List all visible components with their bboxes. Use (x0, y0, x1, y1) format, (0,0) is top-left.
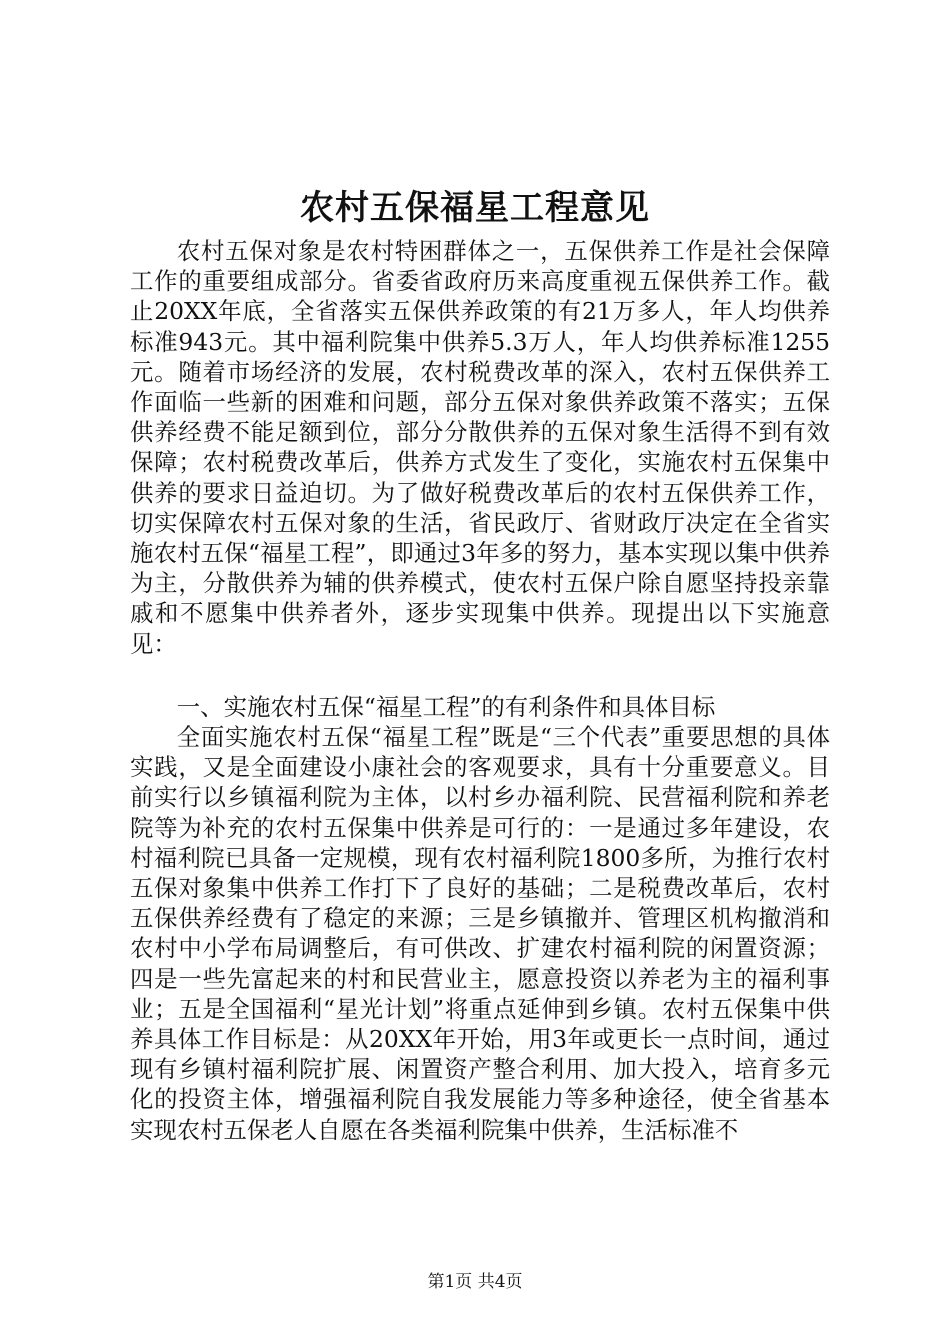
document-title: 农村五保福星工程意见 (300, 188, 650, 228)
section-1-paragraph: 全面实施农村五保“福星工程”既是“三个代表”重要思想的具体实践，又是全面建设小康社会的客观要求，具有十分重要意义。目前实行以乡镇福利院为主体，以村乡办福利院、民营福利院和养老院等为补充的农村五保集中供养是可行的：一是通过多年建设，农村福利院已具备一定规模，现有农村福利院1800多所，为推行农村五保对象集中供养工作打下了良好的基础；二是税费改革后，农村五保供养经费有了稳定的来源；三是乡镇撤并、管理区机构撤消和农村中小学布局调整后，有可供改、扩建农村福利院的闲置资源；四是一些先富起来的村和民营业主，愿意投资以养老为主的福利事业；五是全国福利“星光计划”将重点延伸到乡镇。农村五保集中供养具体工作目标是：从20XX年开始，用3年或更长一点时间，通过现有乡镇村福利院扩展、闲置资产整合利用、加大投入，培育多元化的投资主体，增强福利院自我发展能力等多种途径，使全省基本实现农村五保老人自愿在各类福利院集中供养，生活标准不 (130, 723, 830, 1144)
intro-paragraph: 农村五保对象是农村特困群体之一，五保供养工作是社会保障工作的重要组成部分。省委省政府历来高度重视五保供养工作。截止20XX年底，全省落实五保供养政策的有21万多人，年人均供养标准943元。其中福利院集中供养5.3万人，年人均供养标准1255元。随着市场经济的发展，农村税费改革的深入，农村五保供养工作面临一些新的困难和问题，部分五保对象供养政策不落实；五保供养经费不能足额到位，部分分散供养的五保对象生活得不到有效保障；农村税费改革后，供养方式发生了变化，实施农村五保集中供养的要求日益迫切。为了做好税费改革后的农村五保供养工作，切实保障农村五保对象的生活，省民政厅、省财政厅决定在全省实施农村五保“福星工程”，即通过3年多的努力，基本实现以集中供养为主，分散供养为辅的供养模式，使农村五保户除自愿坚持投亲靠戚和不愿集中供养者外，逐步实现集中供养。现提出以下实施意见： (130, 237, 830, 658)
section-heading-1: 一、实施农村五保“福星工程”的有利条件和具体目标 (176, 693, 716, 721)
page-number-footer: 第1页 共4页 (427, 1272, 523, 1292)
